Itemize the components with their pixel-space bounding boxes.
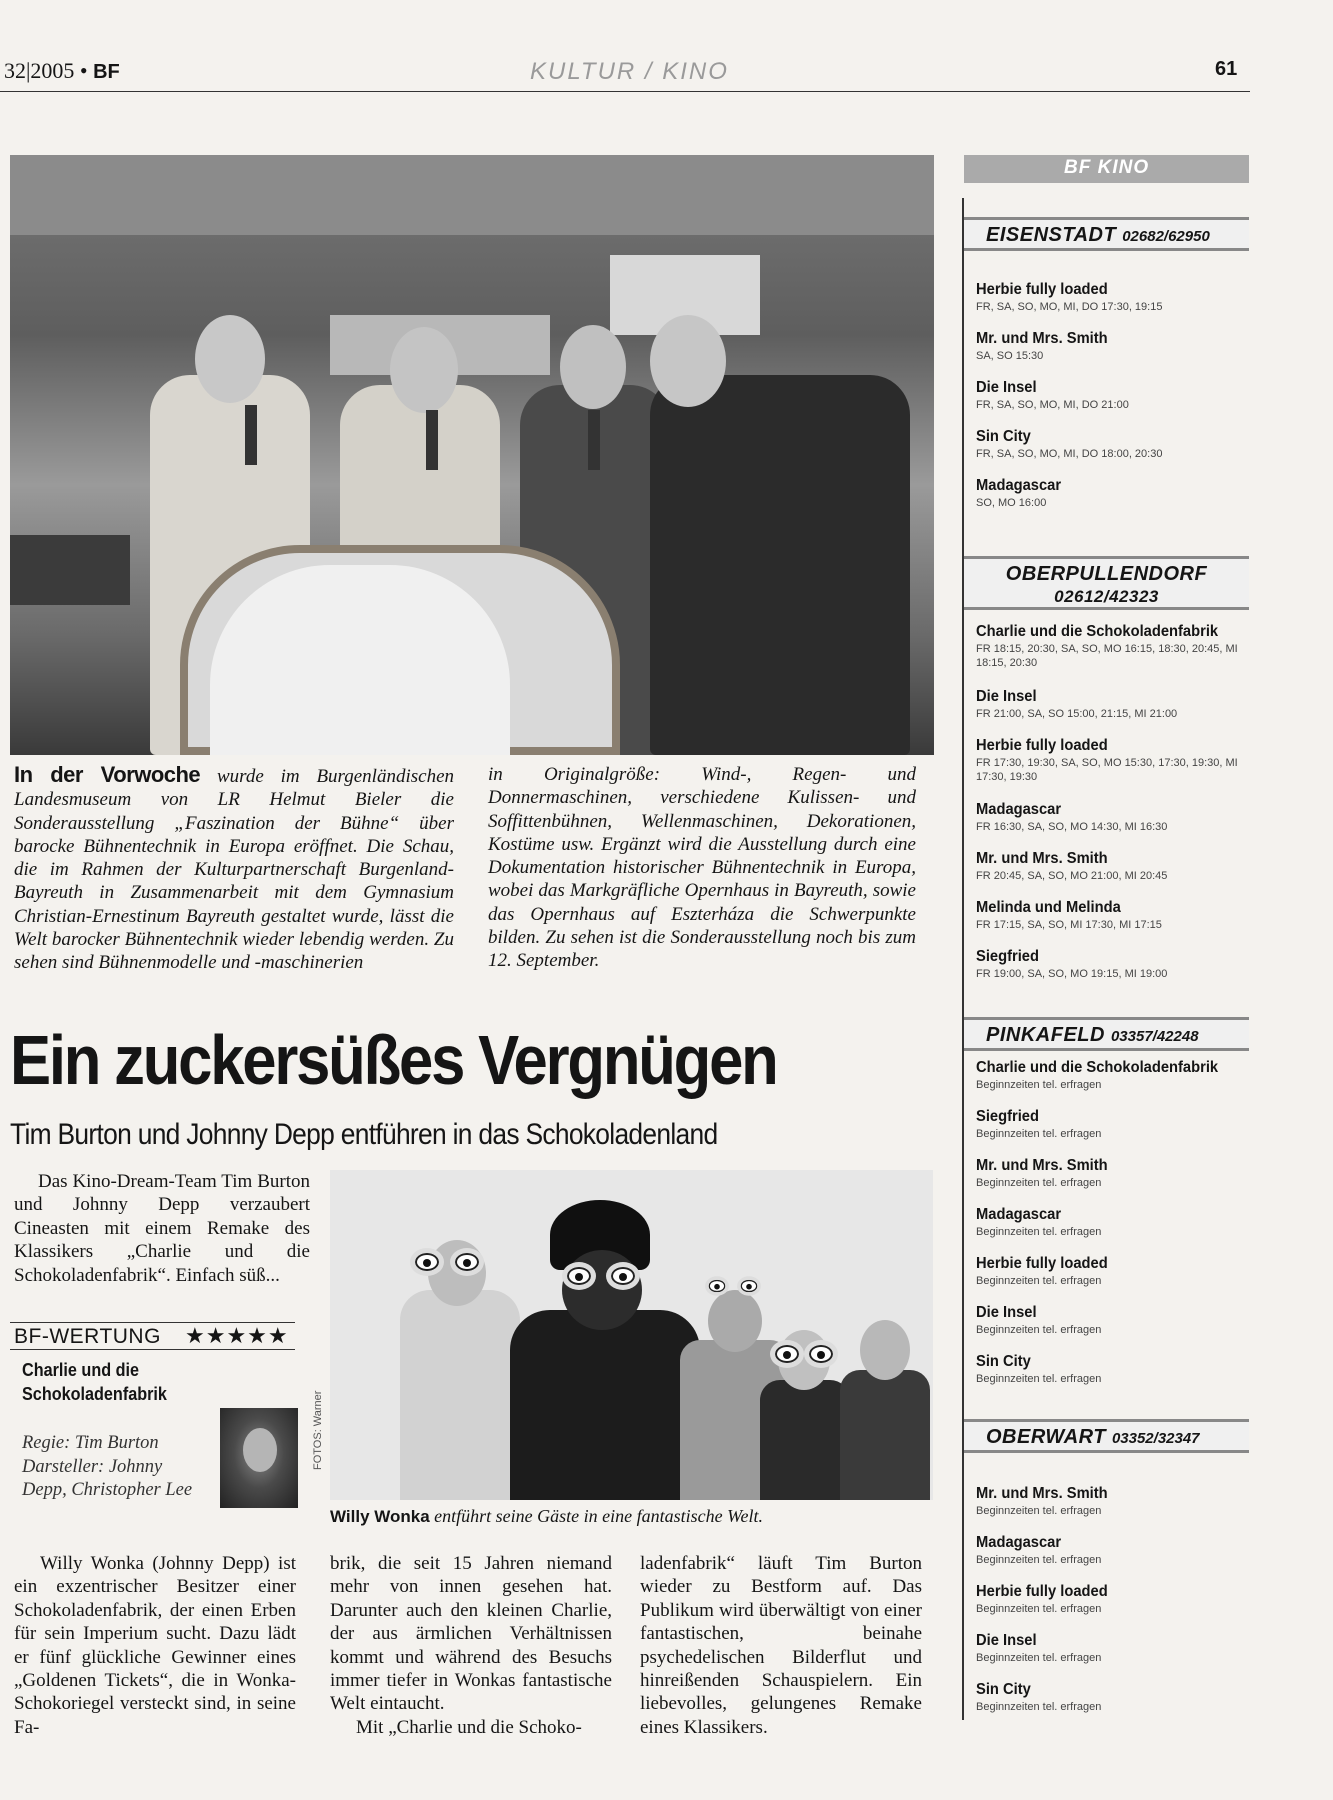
page-header [0, 52, 1250, 92]
caption-lead: In der Vorwoche [14, 762, 201, 787]
exhibition-caption-right: in Originalgröße: Wind-, Regen- und Donnermaschinen, verschiedene Kulissen- und Soffittenbühnen, Wellenmaschinen, Dekorationen, Kostüme usw. Ergänzt wird die Ausstellung durch eine Dokumentation historischer Bühnentechnik in Europa, wobei das Markgräfliche Opernhaus in Bayreuth, sowie das Opernhaus auf Eszterháza die Schwerpunkte bilden. Zu sehen ist die Sonderausstellung noch bis zum 12. September. [488, 764, 916, 972]
article-body-col2-p2: Mit „Charlie und die Schoko- [356, 1716, 582, 1738]
list-item: Die Insel FR 21:00, SA, SO 15:00, 21:15, MI 21:00 [976, 688, 1178, 720]
list-item: Mr. und Mrs. Smith SA, SO 15:30 [976, 330, 1108, 362]
list-item: Siegfried FR 19:00, SA, SO, MO 19:15, MI 19:00 [976, 948, 1168, 980]
rating-director: Regie: Tim Burton [22, 1433, 159, 1453]
cinema-city: PINKAFELD 03357/42248 [986, 1024, 1199, 1046]
article-body-col2-p1: brik, die seit 15 Jahren niemand mehr von innen gesehen hat. Darunter auch den kleinen Charlie, der aus ärmlichen Verhältnissen kommt und während des Besuchs immer tiefer in Wonkas fantastische Welt eintaucht. [330, 1553, 612, 1715]
cinema-city: EISENSTADT 02682/62950 [986, 224, 1210, 246]
rating-bar [10, 1322, 295, 1350]
rating-film-title: Charlie und die Schokoladenfabrik [22, 1360, 167, 1404]
section-title: KULTUR / KINO [530, 58, 729, 85]
list-item: Mr. und Mrs. Smith Beginnzeiten tel. erfragen [976, 1485, 1108, 1517]
header-bullet: • [79, 58, 88, 83]
sidebar-rule [962, 198, 964, 1720]
list-item: Charlie und die Schokoladenfabrik FR 18:15, 20:30, SA, SO, MO 16:15, 18:30, 20:45, MI 18:15, 20:30 [976, 623, 1238, 669]
exhibition-caption-left [14, 763, 454, 975]
list-item: Die Insel Beginnzeiten tel. erfragen [976, 1304, 1102, 1336]
film-photo [330, 1170, 933, 1500]
cinema-city: OBERPULLENDORF [1005, 563, 1208, 585]
caption-text-left: wurde im Burgenländischen Landesmuseum von LR Helmut Bieler die Sonderausstellung „Faszination der Bühne“ über barocke Bühnentechnik in Europa eröffnet. Die Schau, die im Rahmen der Kulturpartnerschaft Burgenland-Bayreuth in Zusammenarbeit mit dem Gymnasium Christian-Ernestinum Bayreuth gestaltet wurde, lässt die Welt barocker Bühnentechnik wieder lebendig werden. Zu sehen sind Bühnenmodelle und -maschinerien [14, 766, 454, 974]
list-item: Sin City Beginnzeiten tel. erfragen [976, 1353, 1102, 1385]
list-item: Madagascar Beginnzeiten tel. erfragen [976, 1206, 1102, 1238]
director-portrait-face [243, 1428, 277, 1472]
article-subheadline: Tim Burton und Johnny Depp entführen in das Schokoladenland [10, 1118, 718, 1151]
list-item: Sin City FR, SA, SO, MO, MI, DO 18:00, 20:30 [976, 428, 1163, 460]
sidebar-title: BF KINO [1064, 157, 1150, 178]
exhibition-photo [10, 155, 934, 755]
issue-label [4, 58, 120, 84]
issue-number: 32|2005 [4, 58, 75, 83]
article-body-col2 [330, 1552, 612, 1739]
brand-label: BF [93, 61, 120, 83]
list-item: Herbie fully loaded FR 17:30, 19:30, SA, SO, MO 15:30, 17:30, 19:30, MI 17:30, 19:30 [976, 737, 1238, 783]
rating-credits [22, 1432, 202, 1503]
list-item: Madagascar SO, MO 16:00 [976, 477, 1062, 509]
cinema-tel: 02612/42323 [1054, 587, 1159, 606]
photo-credit: FOTOS: Warner [312, 1390, 324, 1470]
list-item: Melinda und Melinda FR 17:15, SA, SO, MI 17:30, MI 17:15 [976, 899, 1162, 931]
list-item: Madagascar FR 16:30, SA, SO, MO 14:30, MI 16:30 [976, 801, 1168, 833]
list-item: Mr. und Mrs. Smith Beginnzeiten tel. erfragen [976, 1157, 1108, 1189]
list-item: Sin City Beginnzeiten tel. erfragen [976, 1681, 1102, 1713]
list-item: Siegfried Beginnzeiten tel. erfragen [976, 1108, 1102, 1140]
list-item: Herbie fully loaded Beginnzeiten tel. erfragen [976, 1583, 1108, 1615]
article-body-col1: Willy Wonka (Johnny Depp) ist ein exzentrischer Besitzer einer Schokoladenfabrik, der einen Erben für sein Imperium sucht. Dazu lädt er fünf glückliche Gewinner eines „Goldenen Tickets“, die in Wonka-Schokoriegel versteckt sind, in seine Fa- [14, 1553, 296, 1738]
page-number: 61 [1215, 58, 1238, 80]
caption-name: Willy Wonka [330, 1507, 430, 1526]
list-item: Herbie fully loaded FR, SA, SO, MO, MI, DO 17:30, 19:15 [976, 281, 1163, 313]
list-item: Herbie fully loaded Beginnzeiten tel. erfragen [976, 1255, 1108, 1287]
list-item: Die Insel FR, SA, SO, MO, MI, DO 21:00 [976, 379, 1129, 411]
cinema-city: OBERWART 03352/32347 [986, 1426, 1200, 1448]
list-item: Charlie und die Schokoladenfabrik Beginnzeiten tel. erfragen [976, 1059, 1219, 1091]
list-item: Mr. und Mrs. Smith FR 20:45, SA, SO, MO 21:00, MI 20:45 [976, 850, 1168, 882]
cinema-header-eisenstadt [964, 217, 1249, 251]
article-intro: Das Kino-Dream-Team Tim Burton und Johnny Depp verzaubert Cineasten mit einem Remake des Klassikers „Charlie und die Schokoladenfabrik“. Einfach süß... [14, 1171, 310, 1286]
cinema-header-oberpullendorf [964, 556, 1249, 610]
article-body-col3: ladenfabrik“ läuft Tim Burton wieder zu Bestform auf. Das Publikum wird überwältigt von einer fantastischen, beinahe psychedelischen Bilderflut und hinreißenden Schauspielern. Ein liebevolles, gelungenes Remake eines Klassikers. [640, 1553, 922, 1738]
article-headline: Ein zuckersüßes Vergnügen [10, 1021, 777, 1099]
list-item: Madagascar Beginnzeiten tel. erfragen [976, 1534, 1102, 1566]
rating-label: BF-WERTUNG [14, 1325, 161, 1348]
rating-cast: Darsteller: Johnny Depp, Christopher Lee [22, 1456, 193, 1500]
film-photo-caption [330, 1506, 763, 1527]
caption-text: entführt seine Gäste in eine fantastische Welt. [434, 1506, 763, 1526]
cinema-header-pinkafeld [964, 1017, 1249, 1051]
cinema-header-oberwart [964, 1419, 1249, 1453]
rating-stars: ★★★★★ [185, 1323, 289, 1348]
list-item: Die Insel Beginnzeiten tel. erfragen [976, 1632, 1102, 1664]
